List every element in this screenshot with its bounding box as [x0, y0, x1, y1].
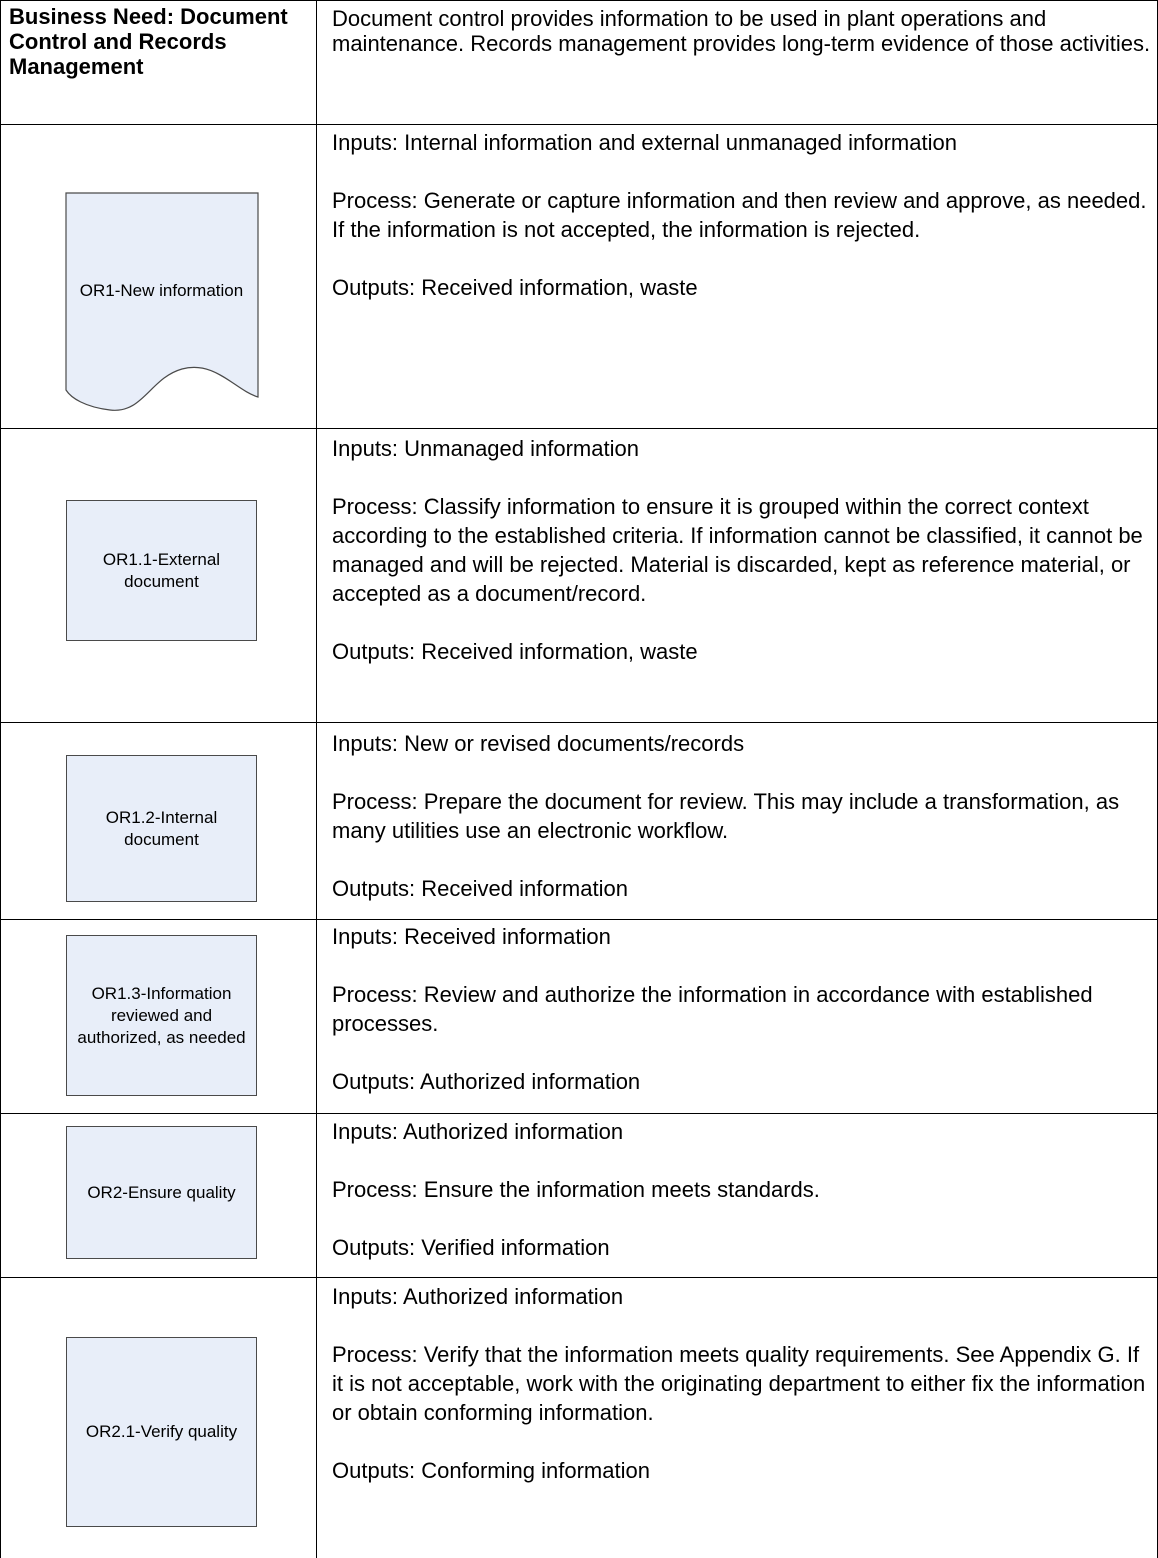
process-box	[66, 755, 257, 902]
row-inputs: Inputs: Authorized information	[332, 1119, 624, 1144]
row-text	[332, 128, 1152, 302]
row-inputs: Inputs: Authorized information	[332, 1284, 624, 1309]
row-process: Process: Verify that the information meets quality requirements. See Appendix G. If it is not acceptable, work with the originating department to either fix the information or obtain conforming information.	[332, 1342, 1146, 1425]
row-process: Process: Review and authorize the information in accordance with established processes.	[332, 982, 1093, 1036]
row-inputs: Inputs: Unmanaged information	[332, 436, 639, 461]
row-outputs: Outputs: Authorized information	[332, 1069, 641, 1094]
process-box	[66, 1126, 257, 1259]
row-inputs: Inputs: Internal information and external unmanaged information	[332, 130, 957, 155]
row-divider	[0, 428, 1158, 429]
row-outputs: Outputs: Received information, waste	[332, 639, 698, 664]
row-process: Process: Prepare the document for review. This may include a transformation, as many utilities use an electronic workflow.	[332, 789, 1120, 843]
table-left-border	[0, 0, 1, 1558]
row-label: OR2-Ensure quality	[87, 1182, 236, 1202]
row-label: OR1.1-External document	[102, 549, 221, 591]
row-inputs: Inputs: Received information	[332, 924, 611, 949]
row-inputs: Inputs: New or revised documents/records	[332, 731, 745, 756]
document-shape-icon	[65, 192, 259, 414]
process-box	[66, 935, 257, 1096]
row-divider	[0, 1277, 1158, 1278]
row-text	[332, 729, 1152, 903]
row-label: OR2.1-Verify quality	[85, 1422, 238, 1441]
row-label: OR1-New information	[79, 281, 244, 300]
row-text	[332, 434, 1152, 666]
business-need-title: Business Need: Document Control and Records Management	[9, 4, 288, 79]
process-box	[66, 1337, 257, 1527]
row-process: Process: Generate or capture information and then review and approve, as needed. If the information is not accepted, the information is rejected.	[332, 188, 1147, 242]
row-label: OR1.3-Information reviewed and authorized, as needed	[77, 983, 246, 1047]
table-column-divider	[316, 0, 317, 1558]
row-divider	[0, 722, 1158, 723]
row-outputs: Outputs: Conforming information	[332, 1458, 650, 1483]
row-text	[332, 922, 1152, 1096]
process-box	[66, 500, 257, 641]
row-label: OR1.2-Internal document	[105, 807, 218, 849]
row-process: Process: Ensure the information meets standards.	[332, 1177, 820, 1202]
row-divider	[0, 1113, 1158, 1114]
business-need-description: Document control provides information to be used in plant operations and maintenance. Records management provides long-term evidence of those activities.	[332, 6, 1151, 56]
row-text	[332, 1282, 1152, 1485]
row-divider	[0, 919, 1158, 920]
table-top-border	[0, 0, 1158, 1]
row-outputs: Outputs: Received information	[332, 876, 628, 901]
row-divider	[0, 124, 1158, 125]
row-outputs: Outputs: Received information, waste	[332, 275, 698, 300]
row-process: Process: Classify information to ensure it is grouped within the correct context according to the established criteria. If information cannot be classified, it cannot be managed and will be rejected. Material is discarded, kept as reference material, or accepted as a document/record.	[332, 494, 1143, 606]
row-text	[332, 1117, 1152, 1262]
row-outputs: Outputs: Verified information	[332, 1235, 610, 1260]
